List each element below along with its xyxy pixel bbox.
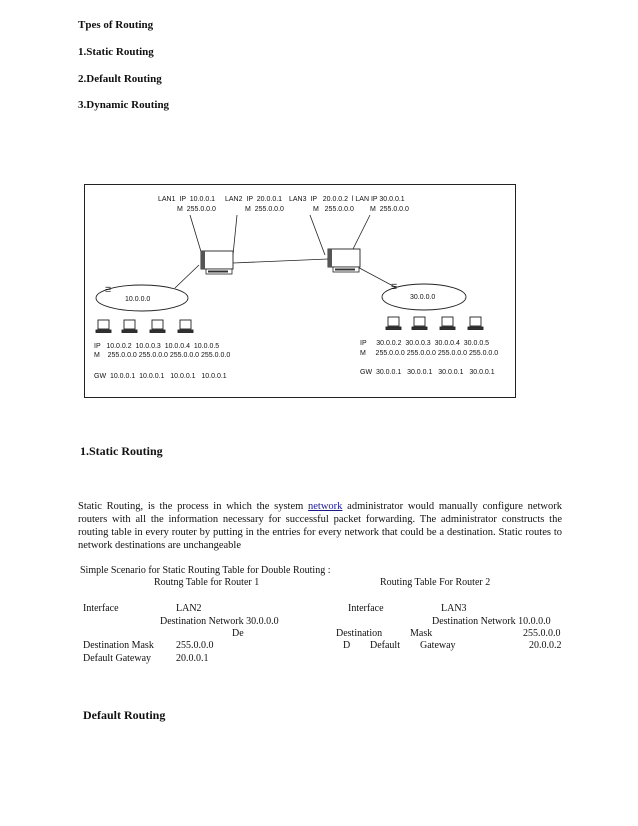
r1-de-fragment: De — [232, 628, 244, 639]
list-item-dynamic: 3.Dynamic Routing — [78, 99, 170, 111]
r2-gateway-label: Gateway — [420, 640, 456, 651]
router-1-icon — [201, 251, 233, 274]
types-heading: Tpes of Routing — [78, 19, 154, 31]
r1-destination-mask-label: Destination Mask — [83, 640, 154, 651]
lan2-ip-label: LAN2 IP 20.0.0.1 — [225, 196, 283, 203]
section-heading-static: 1.Static Routing — [80, 444, 163, 458]
list-item-default: 2.Default Routing — [78, 73, 162, 85]
lan3-mask-label: M 255.0.0.0 — [313, 206, 354, 213]
left-gw-row: GW 10.0.0.1 10.0.0.1 10.0.0.1 10.0.0.1 — [94, 373, 227, 380]
lan3-ip-label: LAN3 IP 20.0.0.2 l LAN IP 30.0.0.1 — [289, 196, 405, 203]
paragraph-text-2: administrator would manually configure network routers with all the information necessary for successful packet forwarding. The administrator constructs the routing table in every router by putting in the entries for every network that could be a destination. Static routes to network destinations are unchangeable — [78, 501, 562, 551]
network-left-label: 10.0.0.0 — [125, 296, 151, 303]
lan1-ip-label: LAN1 IP 10.0.0.1 — [158, 196, 216, 203]
lan2-mask-label: M 255.0.0.0 — [245, 206, 284, 213]
r2-destination-network: Destination Network 10.0.0.0 — [432, 616, 551, 627]
r2-default-label: Default — [370, 640, 400, 651]
r1-destination-mask-value: 255.0.0.0 — [176, 640, 214, 651]
lan1-mask-label: M 255.0.0.0 — [177, 206, 216, 213]
paragraph-text-1: Static Routing, is the process in which the system — [78, 501, 309, 512]
right-mask-row: M 255.0.0.0 255.0.0.0 255.0.0.0 255.0.0.0 — [360, 350, 499, 357]
r1-interface-label: Interface — [83, 603, 119, 614]
right-gw-row: GW 30.0.0.1 30.0.0.1 30.0.0.1 30.0.0.1 — [360, 369, 495, 376]
r2-gateway-value: 20.0.0.2 — [529, 640, 562, 651]
static-routing-paragraph — [78, 500, 562, 552]
network-diagram — [84, 184, 516, 398]
r2-interface-label: Interface — [348, 603, 384, 614]
r2-mask-label: Mask — [410, 628, 433, 639]
r2-interface-value: LAN3 — [441, 603, 467, 614]
list-item-static: 1.Static Routing — [78, 46, 154, 58]
left-pc-icons — [96, 320, 193, 333]
right-pc-icons — [386, 317, 483, 330]
section-heading-default: Default Routing — [83, 708, 166, 722]
r1-default-gateway-value: 20.0.0.1 — [176, 653, 209, 664]
left-mask-row: M 255.0.0.0 255.0.0.0 255.0.0.0 255.0.0.0 — [94, 352, 231, 359]
r2-d-fragment: D — [343, 640, 351, 651]
scenario-title: Simple Scenario for Static Routing Table for Double Routing : — [80, 565, 331, 576]
left-tiny-mark: ☰ — [105, 287, 112, 294]
r1-destination-network: Destination Network 30.0.0.0 — [160, 616, 279, 627]
r1-interface-value: LAN2 — [176, 603, 202, 614]
network-right-label: 30.0.0.0 — [410, 294, 436, 301]
r1-default-gateway-label: Default Gateway — [83, 653, 152, 664]
router2-table-heading: Routing Table For Router 2 — [380, 577, 491, 588]
left-ip-row: IP 10.0.0.2 10.0.0.3 10.0.0.4 10.0.0.5 — [94, 343, 220, 350]
r2-destination-label: Destination — [336, 628, 383, 639]
right-ip-row: IP 30.0.0.2 30.0.0.3 30.0.0.4 30.0.0.5 — [360, 340, 490, 347]
network-link[interactable]: network — [308, 501, 343, 512]
r2-mask-value: 255.0.0.0 — [523, 628, 561, 639]
lan-mask-label: M 255.0.0.0 — [370, 206, 409, 213]
right-tiny-mark: ☰ — [391, 284, 398, 291]
router-2-icon — [328, 249, 360, 272]
router1-table-heading: Routng Table for Router 1 — [154, 577, 260, 588]
